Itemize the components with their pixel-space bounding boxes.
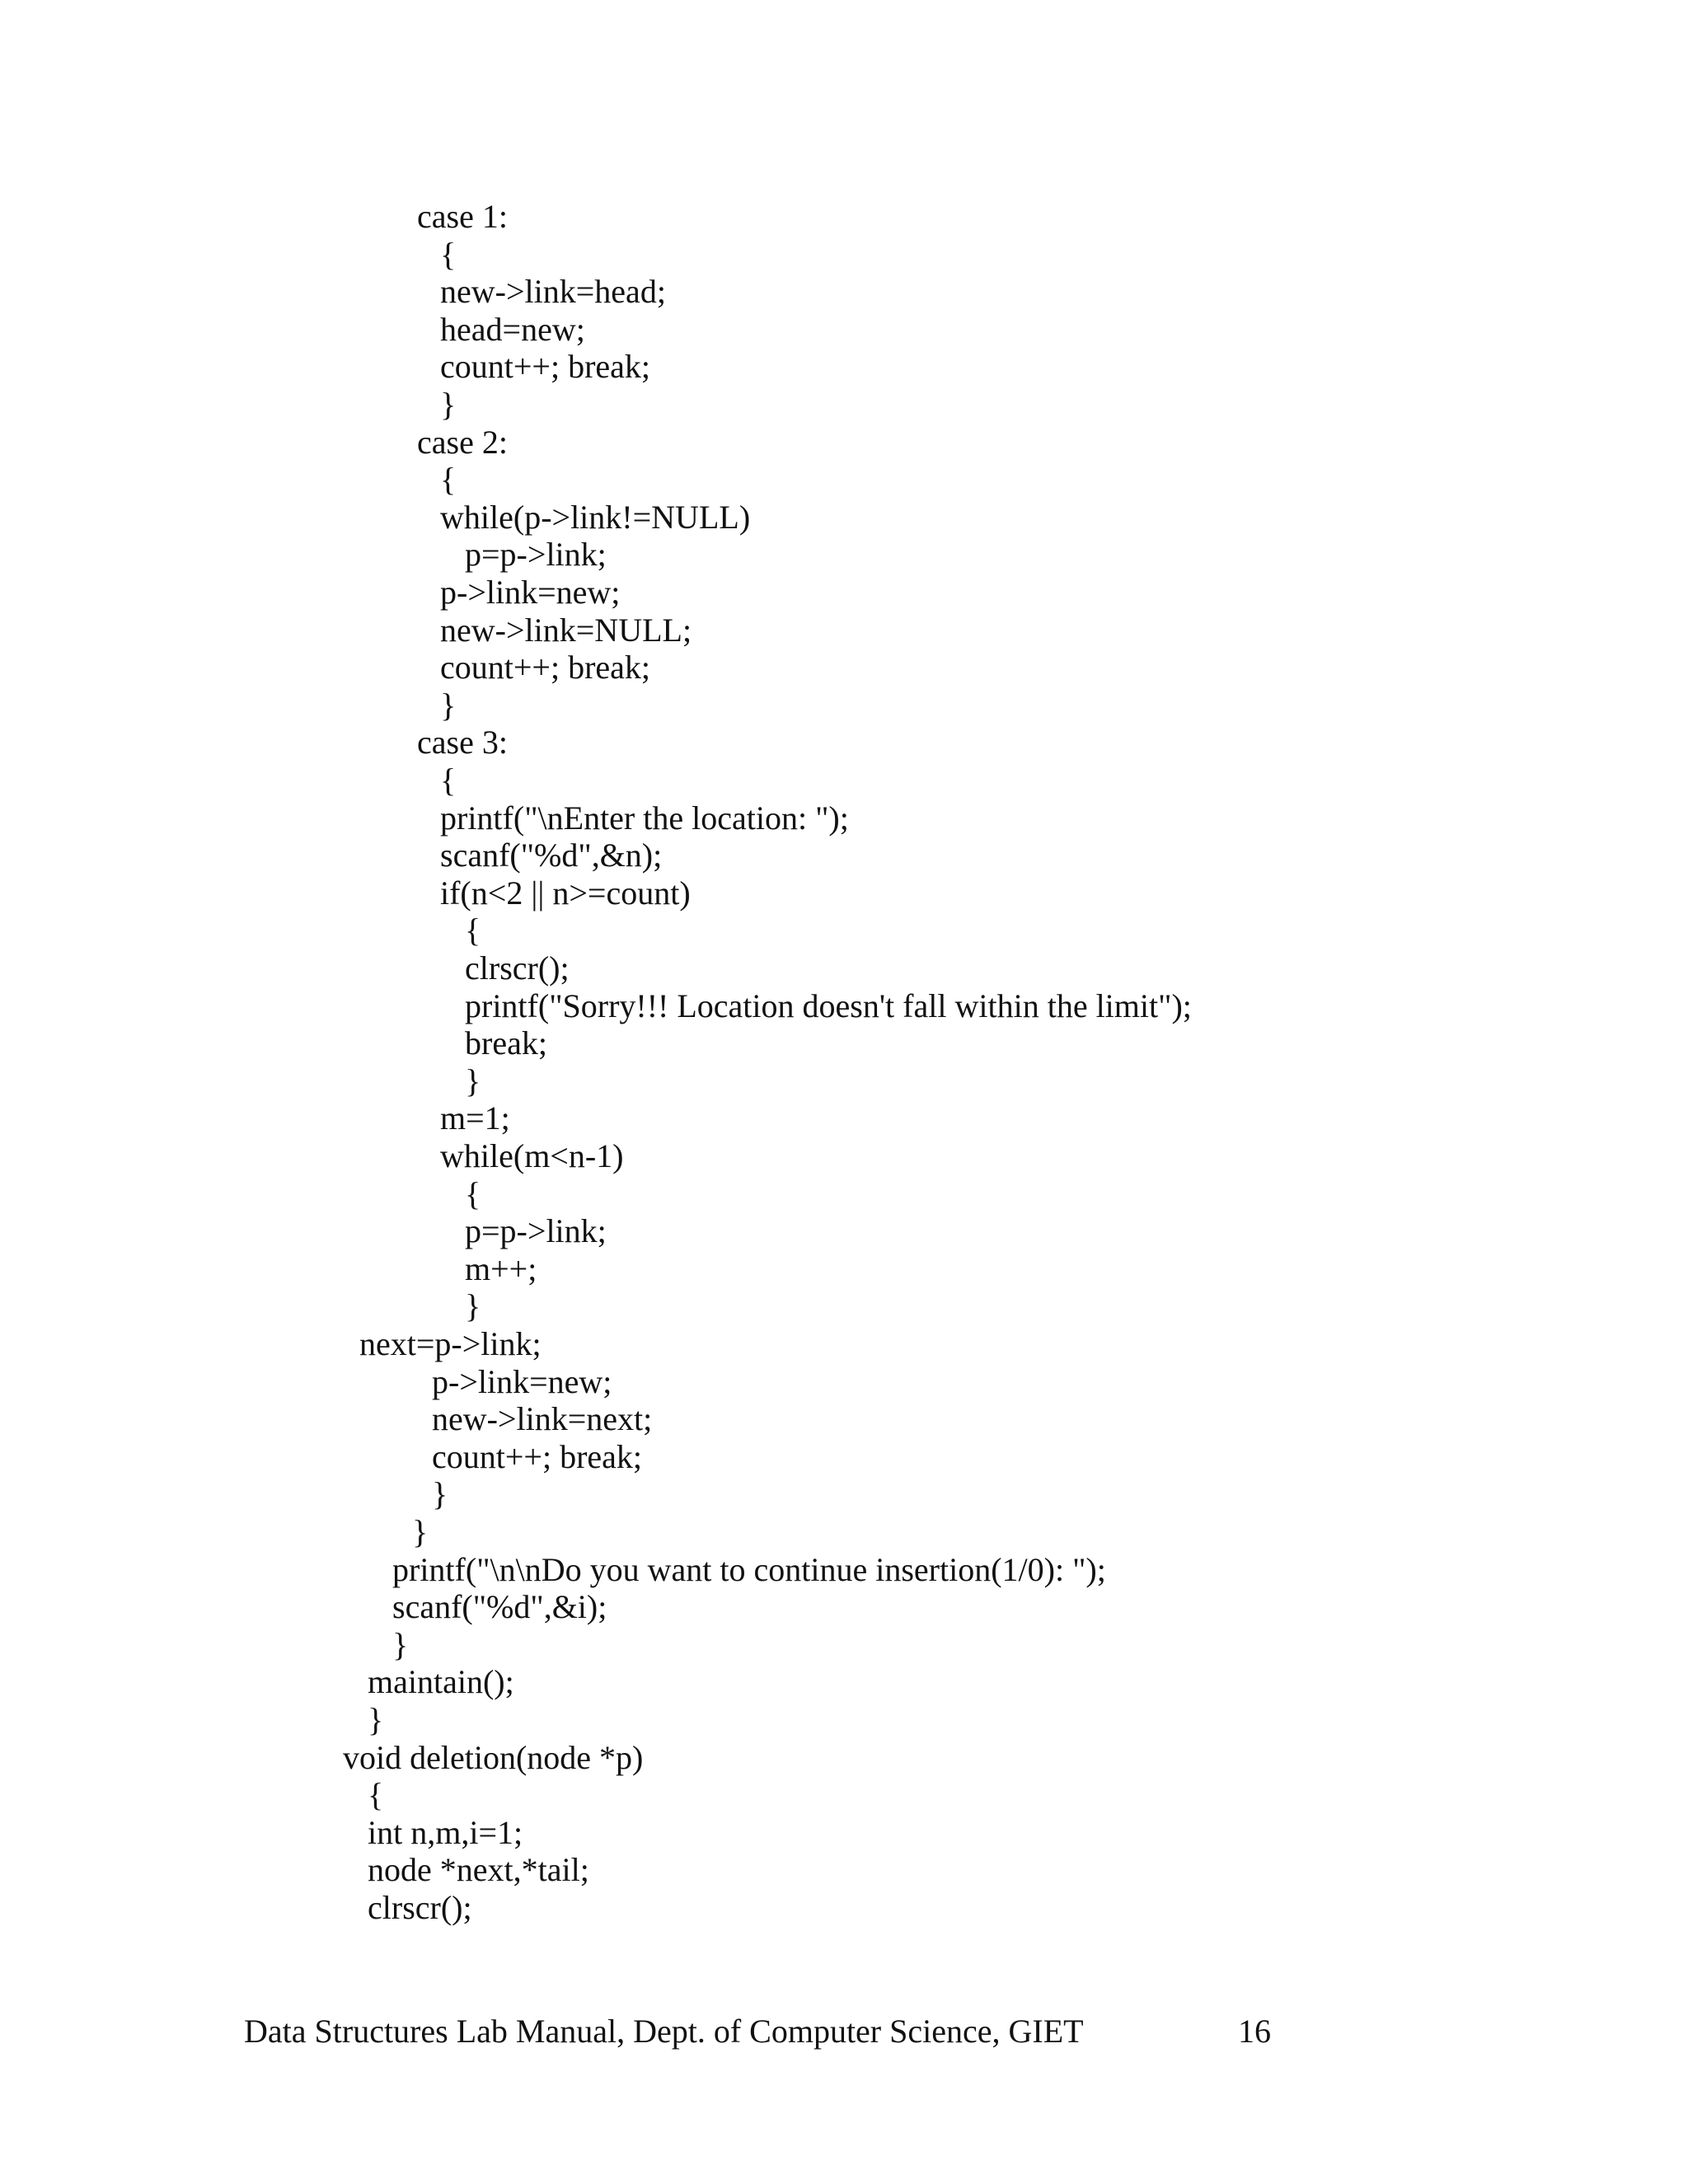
- code-line: while(p->link!=NULL): [440, 499, 751, 536]
- code-line: m++;: [465, 1250, 537, 1287]
- code-line: count++; break;: [440, 649, 651, 686]
- code-line: {: [465, 912, 481, 949]
- code-line: }: [392, 1626, 409, 1663]
- code-line: break;: [465, 1024, 547, 1062]
- code-line: {: [440, 762, 457, 799]
- code-line: }: [432, 1475, 448, 1512]
- code-line: {: [440, 461, 457, 498]
- code-line: printf("\nEnter the location: ");: [440, 799, 849, 837]
- code-line: {: [440, 236, 457, 273]
- code-line: head=new;: [440, 311, 585, 348]
- code-line: scanf("%d",&i);: [392, 1588, 607, 1625]
- footer-text: Data Structures Lab Manual, Dept. of Computer Science, GIET: [244, 2013, 1084, 2050]
- code-line: p=p->link;: [465, 1212, 607, 1249]
- page-number: 16: [1238, 2013, 1271, 2050]
- code-line: clrscr();: [368, 1889, 472, 1926]
- code-line: if(n<2 || n>=count): [440, 874, 691, 912]
- code-line: void deletion(node *p): [343, 1739, 644, 1776]
- code-line: printf("\n\nDo you want to continue insertion(1/0): ");: [392, 1551, 1106, 1588]
- code-line: }: [440, 386, 457, 423]
- code-line: }: [412, 1513, 429, 1550]
- code-line: p->link=new;: [440, 574, 621, 611]
- code-line: }: [368, 1701, 384, 1738]
- code-line: {: [465, 1175, 481, 1212]
- code-line: }: [440, 687, 457, 724]
- code-line: int n,m,i=1;: [368, 1814, 523, 1851]
- code-line: case 3:: [417, 724, 508, 761]
- code-line: }: [465, 1062, 481, 1099]
- code-line: maintain();: [368, 1663, 514, 1700]
- code-line: new->link=next;: [432, 1400, 653, 1437]
- code-line: clrscr();: [465, 949, 570, 987]
- code-line: case 2:: [417, 424, 508, 461]
- code-line: new->link=NULL;: [440, 612, 692, 649]
- code-line: p->link=new;: [432, 1363, 612, 1400]
- code-line: {: [368, 1776, 384, 1813]
- code-line: printf("Sorry!!! Location doesn't fall within the limit");: [465, 987, 1192, 1024]
- code-line: next=p->link;: [359, 1325, 542, 1362]
- code-line: }: [465, 1287, 481, 1324]
- code-line: node *next,*tail;: [368, 1851, 589, 1888]
- code-line: while(m<n-1): [440, 1137, 624, 1174]
- code-line: p=p->link;: [465, 536, 607, 573]
- code-line: count++; break;: [432, 1438, 643, 1475]
- code-line: case 1:: [417, 198, 508, 235]
- code-line: m=1;: [440, 1099, 510, 1137]
- code-line: scanf("%d",&n);: [440, 837, 663, 874]
- code-line: new->link=head;: [440, 273, 666, 310]
- code-line: count++; break;: [440, 348, 651, 385]
